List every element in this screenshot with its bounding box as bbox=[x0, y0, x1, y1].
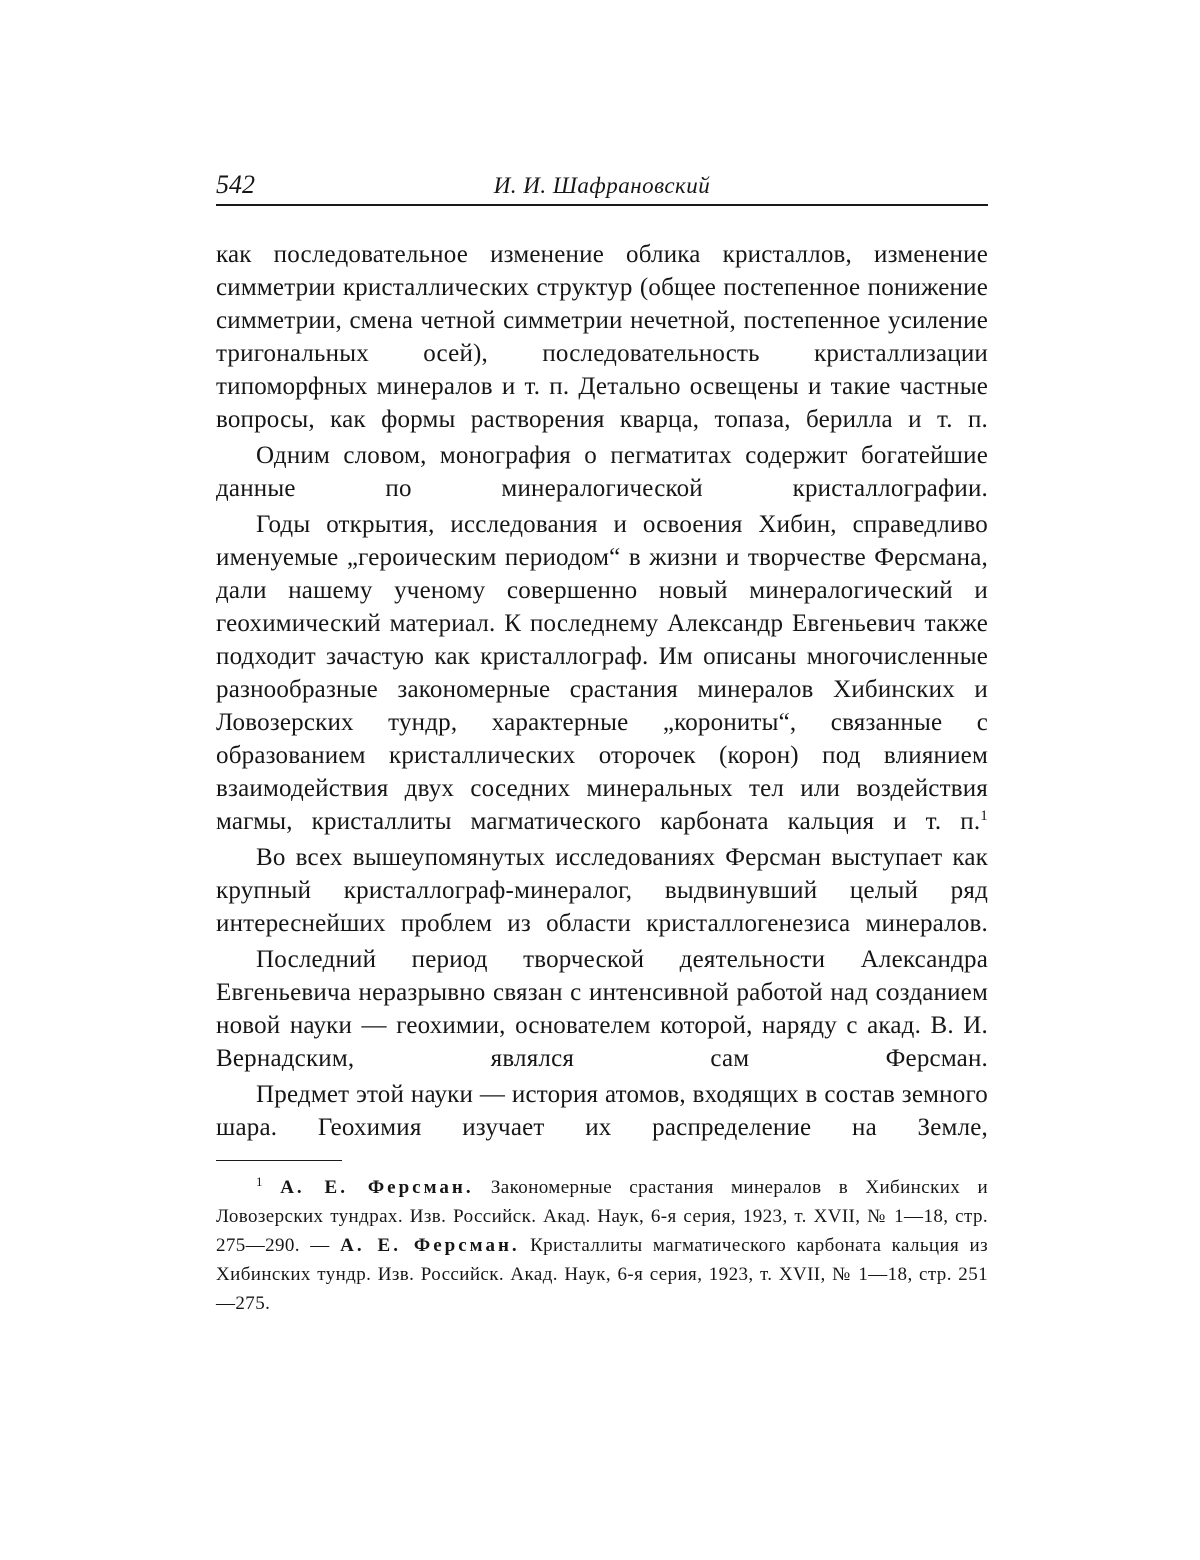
paragraph bbox=[216, 841, 988, 940]
page-number: 542 bbox=[216, 170, 255, 199]
footnote-author: А. Е. Ферсман. bbox=[340, 1235, 520, 1256]
footnote-citation: Кристаллиты магматического карбоната кальция из Хибинских тундр. Изв. Российск. Акад. Наук, 6-я серия, 1923, т. XVII, № 1—18, стр. 251—275. bbox=[216, 1235, 989, 1314]
paragraph bbox=[216, 1078, 988, 1144]
footnote-citation: Закономерные срастания минералов в Хибинских и Ловозерских тундрах. Изв. Российск. Акад. Наук, 6-я серия, 1923, т. XVII, № 1—18, стр. 275—290. — bbox=[216, 1177, 989, 1256]
footnote-reference[interactable]: 1 bbox=[980, 808, 988, 824]
paragraph-text: Предмет этой науки — история атомов, входящих в состав земного шара. Геохимия изучает их распределение на Земле, bbox=[216, 1081, 988, 1141]
paragraph bbox=[216, 439, 988, 505]
paragraph-text: Во всех вышеупомянутых исследованиях Ферсман выступает как крупный кристаллограф-минералог, выдвинувший целый ряд интереснейших проблем из области кристаллогенезиса минералов. bbox=[216, 844, 988, 937]
footnote-mark: 1 bbox=[256, 1174, 263, 1189]
footnote bbox=[216, 1173, 988, 1318]
footnote-divider bbox=[216, 1160, 342, 1161]
paragraph-text: Годы открытия, исследования и освоения Хибин, справедливо именуемые „героическим периодом“ в жизни и творчестве Ферсмана, дали нашему ученому совершенно новый минералогический и геохимический материал. К последнему Александр Евгеньевич также подходит зачастую как кристаллограф. Им описаны многочисленные разнообразные закономерные срастания минералов Хибинских и Ловозерских тундр, характерные „корониты“, связанные с образованием кристаллических оторочек (корон) под влиянием взаимодействия двух соседних минеральных тел или воздействия магмы, кристаллиты магматического карбоната кальция и т. п. bbox=[216, 511, 988, 835]
paragraph-text: Одним словом, монография о пегматитах содержит богатейшие данные по минералогической кристаллографии. bbox=[216, 442, 988, 502]
paragraph bbox=[216, 508, 988, 838]
running-head bbox=[216, 166, 988, 206]
paragraph bbox=[216, 943, 988, 1075]
running-title: И. И. Шафрановский bbox=[493, 173, 711, 198]
paragraph-continuation bbox=[216, 238, 988, 436]
footnote-author: А. Е. Ферсман. bbox=[280, 1177, 474, 1198]
paragraph-text: как последовательное изменение облика кристаллов, изменение симметрии кристаллических структур (общее постепенное понижение симметрии, смена четной симметрии нечетной, постепенное усиление тригональных осей), последовательность кристаллизации типоморфных минералов и т. п. Детально освещены и такие частные вопросы, как формы растворения кварца, топаза, берилла и т. п. bbox=[216, 241, 988, 433]
book-page bbox=[216, 166, 988, 1318]
body-text bbox=[216, 238, 988, 1144]
paragraph-text: Последний период творческой деятельности Александра Евгеньевича неразрывно связан с интенсивной работой над созданием новой науки — геохимии, основателем которой, наряду с акад. В. И. Вернадским, являлся сам Ферсман. bbox=[216, 946, 988, 1072]
